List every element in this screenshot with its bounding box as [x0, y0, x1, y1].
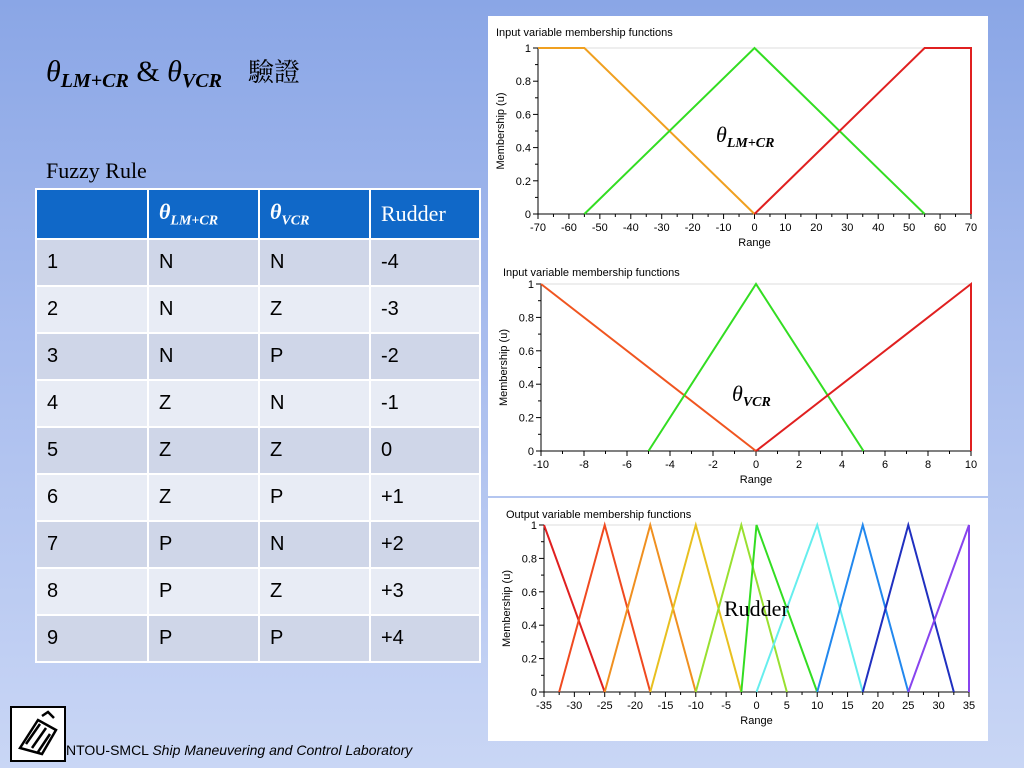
x-tick-label: 40 — [872, 222, 885, 234]
table-cell: N — [148, 286, 259, 333]
y-tick-label: 0.8 — [521, 553, 537, 566]
rudder-membership-plot — [488, 498, 988, 741]
table-row — [36, 239, 480, 286]
footer-org: NTOU-SMCL — [66, 742, 153, 758]
y-tick-label: 0.6 — [515, 109, 531, 122]
header-rudder: Rudder — [370, 189, 480, 239]
x-tick-label: 6 — [881, 459, 889, 471]
x-tick-label: -40 — [622, 222, 639, 234]
table-cell: Z — [148, 474, 259, 521]
y-tick-label: 0.8 — [515, 76, 531, 89]
title-chinese: 驗證 — [247, 58, 300, 88]
table-cell: 7 — [36, 521, 148, 568]
table-row — [36, 333, 480, 380]
table-cell: +4 — [370, 615, 480, 662]
x-tick-label: 0 — [753, 700, 760, 712]
table-cell: Z — [259, 286, 370, 333]
table-cell: Z — [148, 427, 259, 474]
table-cell: N — [259, 380, 370, 427]
x-tick-label: 30 — [932, 700, 945, 712]
y-tick-label: 1 — [524, 43, 531, 55]
plot-title: Output variable membership functions — [506, 509, 692, 521]
x-tick-label: -25 — [596, 700, 613, 712]
x-tick-label: 70 — [964, 222, 978, 234]
table-cell: 3 — [36, 333, 148, 380]
x-tick-label: -60 — [560, 222, 577, 234]
x-tick-label: 25 — [902, 700, 915, 712]
table-cell: Z — [259, 427, 370, 474]
title-sub-1: LM+CR — [60, 70, 129, 92]
x-tick-label: -10 — [687, 700, 704, 712]
title-theta-2: θ — [167, 55, 182, 88]
header-index — [36, 189, 148, 239]
x-tick-label: -5 — [721, 700, 732, 712]
x-tick-label: 30 — [841, 222, 854, 234]
x-tick-label: 0 — [752, 459, 760, 471]
x-tick-label: 8 — [924, 459, 932, 471]
y-axis-label: Membership (u) — [498, 328, 510, 407]
y-axis-label: Membership (u) — [495, 92, 507, 170]
table-cell: 4 — [36, 380, 148, 427]
fuzzy-rule-table — [35, 188, 481, 663]
lab-logo — [10, 706, 66, 762]
table-cell: -3 — [370, 286, 480, 333]
table-cell: -2 — [370, 333, 480, 380]
y-tick-label: 0 — [530, 687, 537, 699]
plot-svg — [488, 256, 988, 496]
y-tick-label: 0.8 — [518, 312, 534, 325]
table-row — [36, 568, 480, 615]
table-cell: 1 — [36, 239, 148, 286]
x-tick-label: 20 — [871, 700, 885, 712]
title-sub-2: VCR — [181, 70, 222, 92]
y-tick-label: 0 — [527, 446, 534, 458]
table-cell: +1 — [370, 474, 480, 521]
x-axis-label: Range — [738, 237, 771, 249]
plot-svg — [488, 498, 988, 741]
table-cell: 0 — [370, 427, 480, 474]
header-theta-lmcr: $\theta_{LM+CR}$ — [148, 189, 259, 239]
x-tick-label: 10 — [811, 700, 824, 712]
plot-title: Input variable membership functions — [503, 267, 680, 279]
x-tick-label: 5 — [783, 700, 790, 712]
x-tick-label: 15 — [841, 700, 854, 712]
table-cell: P — [148, 615, 259, 662]
slide-title — [46, 52, 300, 93]
y-tick-label: 0 — [524, 209, 531, 221]
x-tick-label: 35 — [962, 700, 976, 712]
table-cell: N — [259, 239, 370, 286]
table-cell: P — [148, 568, 259, 615]
title-ampersand: & — [128, 55, 168, 88]
table-row — [36, 474, 480, 521]
x-tick-label: 60 — [933, 222, 947, 234]
y-tick-label: 0.2 — [518, 412, 534, 425]
y-tick-label: 1 — [527, 279, 534, 291]
plot-annotation: $\theta_{VCR}$ — [732, 381, 771, 410]
theta-lmcr-membership-plot — [488, 16, 988, 256]
x-tick-label: 20 — [810, 222, 823, 234]
footer — [10, 706, 490, 764]
x-tick-label: -10 — [533, 459, 549, 471]
x-axis-label: Range — [739, 474, 773, 486]
table-header-row — [36, 189, 480, 239]
x-tick-label: -35 — [536, 700, 552, 712]
table-cell: P — [259, 615, 370, 662]
x-tick-label: -50 — [591, 222, 608, 234]
table-cell: Z — [148, 380, 259, 427]
y-tick-label: 0.4 — [521, 620, 537, 633]
fuzzy-rule-heading: Fuzzy Rule — [46, 158, 147, 183]
table-row — [36, 615, 480, 662]
table-cell: +3 — [370, 568, 480, 615]
y-axis-label: Membership (u) — [501, 569, 513, 648]
table-cell: Z — [259, 568, 370, 615]
table-row — [36, 521, 480, 568]
table-cell: N — [148, 239, 259, 286]
table-cell: 9 — [36, 615, 148, 662]
footer-lab-name: Ship Maneuvering and Control Laboratory — [152, 742, 413, 758]
header-theta-vcr: $\theta_{VCR}$ — [259, 189, 370, 239]
y-tick-label: 0.2 — [515, 175, 531, 188]
plot-annotation: $\theta_{LM+CR}$ — [716, 122, 775, 151]
y-tick-label: 0.6 — [518, 345, 534, 358]
table-cell: 2 — [36, 286, 148, 333]
table-cell: -4 — [370, 239, 480, 286]
x-tick-label: -20 — [627, 700, 644, 712]
table-cell: 5 — [36, 427, 148, 474]
table-row — [36, 427, 480, 474]
x-tick-label: 50 — [903, 222, 916, 234]
plot-svg — [488, 16, 988, 256]
x-tick-label: 10 — [964, 459, 978, 471]
footer-text — [66, 742, 412, 758]
y-tick-label: 0.4 — [518, 379, 534, 392]
table-cell: +2 — [370, 521, 480, 568]
table-cell: N — [259, 521, 370, 568]
theta-vcr-membership-plot — [488, 256, 988, 496]
x-tick-label: -15 — [657, 700, 674, 712]
x-tick-label: -2 — [708, 459, 718, 471]
y-tick-label: 0.2 — [521, 653, 537, 666]
title-theta-1: θ — [46, 55, 61, 88]
x-tick-label: -10 — [715, 222, 732, 234]
y-tick-label: 0.6 — [521, 586, 537, 599]
table-cell: 8 — [36, 568, 148, 615]
table-cell: N — [148, 333, 259, 380]
plot-title: Input variable membership functions — [496, 27, 673, 39]
plot-annotation: Rudder — [724, 596, 789, 621]
x-tick-label: -8 — [579, 459, 589, 471]
table-cell: P — [148, 521, 259, 568]
x-tick-label: -70 — [530, 222, 546, 234]
table-cell: P — [259, 474, 370, 521]
y-tick-label: 1 — [530, 520, 537, 532]
table-row — [36, 286, 480, 333]
y-tick-label: 0.4 — [515, 142, 531, 155]
x-tick-label: -4 — [665, 459, 675, 471]
x-tick-label: 10 — [779, 222, 792, 234]
table-cell: P — [259, 333, 370, 380]
table-row — [36, 380, 480, 427]
x-tick-label: -30 — [653, 222, 670, 234]
x-tick-label: 2 — [795, 459, 803, 471]
x-tick-label: -20 — [684, 222, 701, 234]
table-cell: 6 — [36, 474, 148, 521]
x-tick-label: -6 — [622, 459, 632, 471]
x-axis-label: Range — [740, 715, 773, 727]
x-tick-label: 0 — [751, 222, 758, 234]
x-tick-label: 4 — [838, 459, 846, 471]
table-cell: -1 — [370, 380, 480, 427]
x-tick-label: -30 — [566, 700, 583, 712]
